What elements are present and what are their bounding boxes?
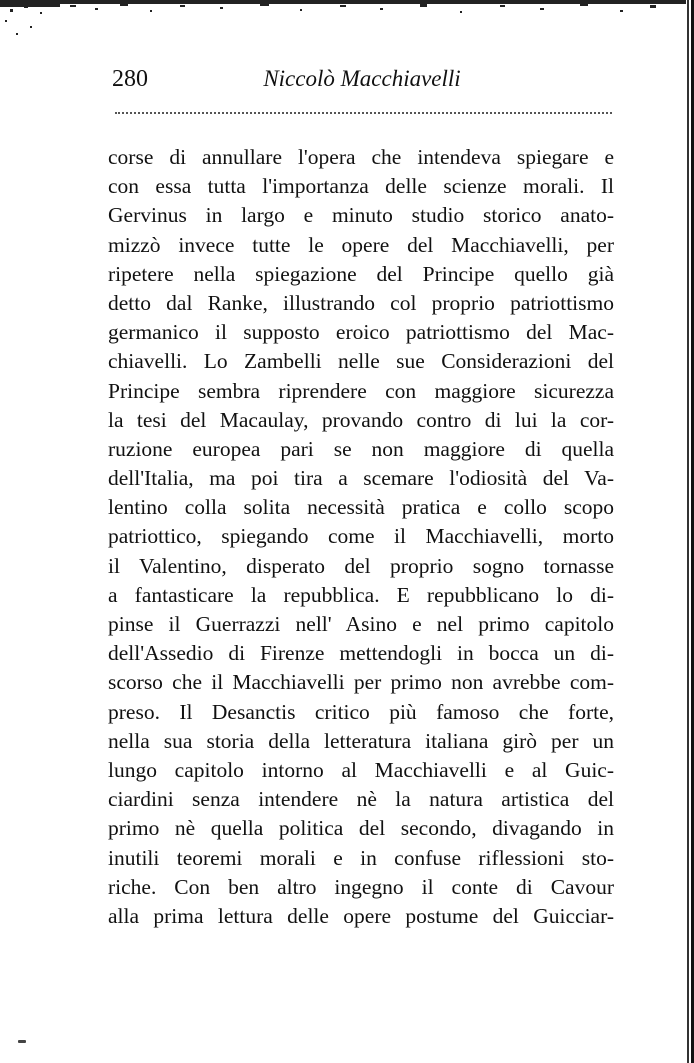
page-edge-right <box>680 0 694 1063</box>
text-line: ripetere nella spiegazione del Principe quello già <box>108 261 614 286</box>
text-line: scorso che il Macchiavelli per primo non avrebbe com- <box>108 670 614 695</box>
text-line: inutili teoremi morali e in confuse riflessioni sto- <box>108 845 614 870</box>
text-line: mizzò invece tutte le opere del Macchiavelli, per <box>108 232 614 257</box>
text-line: il Valentino, disperato del proprio sogno tornasse <box>108 553 614 578</box>
body-text <box>108 143 614 931</box>
text-line: germanico il supposto eroico patriottismo del Mac- <box>108 320 614 345</box>
text-line: patriottico, spiegando come il Macchiavelli, morto <box>108 524 614 549</box>
text-line: chiavelli. Lo Zambelli nelle sue Considerazioni del <box>108 349 614 374</box>
text-line: primo nè quella politica del secondo, divagando in <box>108 816 614 841</box>
text-line: dell'Assedio di Firenze mettendogli in bocca un di- <box>108 641 614 666</box>
text-line: ciardini senza intendere nè la natura artistica del <box>108 787 614 812</box>
text-line: dell'Italia, ma poi tira a scemare l'odiosità del Va- <box>108 466 614 491</box>
text-line: alla prima lettura delle opere postume del Guicciar- <box>108 903 614 928</box>
text-line: nella sua storia della letteratura italiana girò per un <box>108 728 614 753</box>
scan-mark <box>18 1040 26 1043</box>
running-title: Niccolò Macchiavelli <box>263 66 461 91</box>
text-line: riche. Con ben altro ingegno il conte di Cavour <box>108 874 614 899</box>
text-line: corse di annullare l'opera che intendeva spiegare e <box>108 145 614 169</box>
text-line: lentino colla solita necessità pratica e collo scopo <box>108 495 614 520</box>
text-line: Gervinus in largo e minuto studio storico anato- <box>108 203 614 228</box>
text-line: Principe sembra riprendere con maggiore sicurezza <box>108 378 614 403</box>
text-line: la tesi del Macaulay, provando contro di lui la cor- <box>108 407 614 432</box>
header-rule <box>115 112 612 114</box>
text-line: preso. Il Desanctis critico più famoso che forte, <box>108 699 614 724</box>
text-line: con essa tutta l'importanza delle scienze morali. Il <box>108 174 614 199</box>
page-header <box>112 64 614 94</box>
page-number: 280 <box>112 66 148 92</box>
text-line: a fantasticare la repubblica. E repubblicano lo di- <box>108 582 614 607</box>
text-line: ruzione europea pari se non maggiore di quella <box>108 436 614 461</box>
text-line: pinse il Guerrazzi nell' Asino e nel primo capitolo <box>108 612 614 636</box>
text-line: lungo capitolo intorno al Macchiavelli e al Guic- <box>108 757 614 782</box>
text-line: detto dal Ranke, illustrando col proprio patriottismo <box>108 290 614 315</box>
scan-noise-top <box>0 0 694 40</box>
